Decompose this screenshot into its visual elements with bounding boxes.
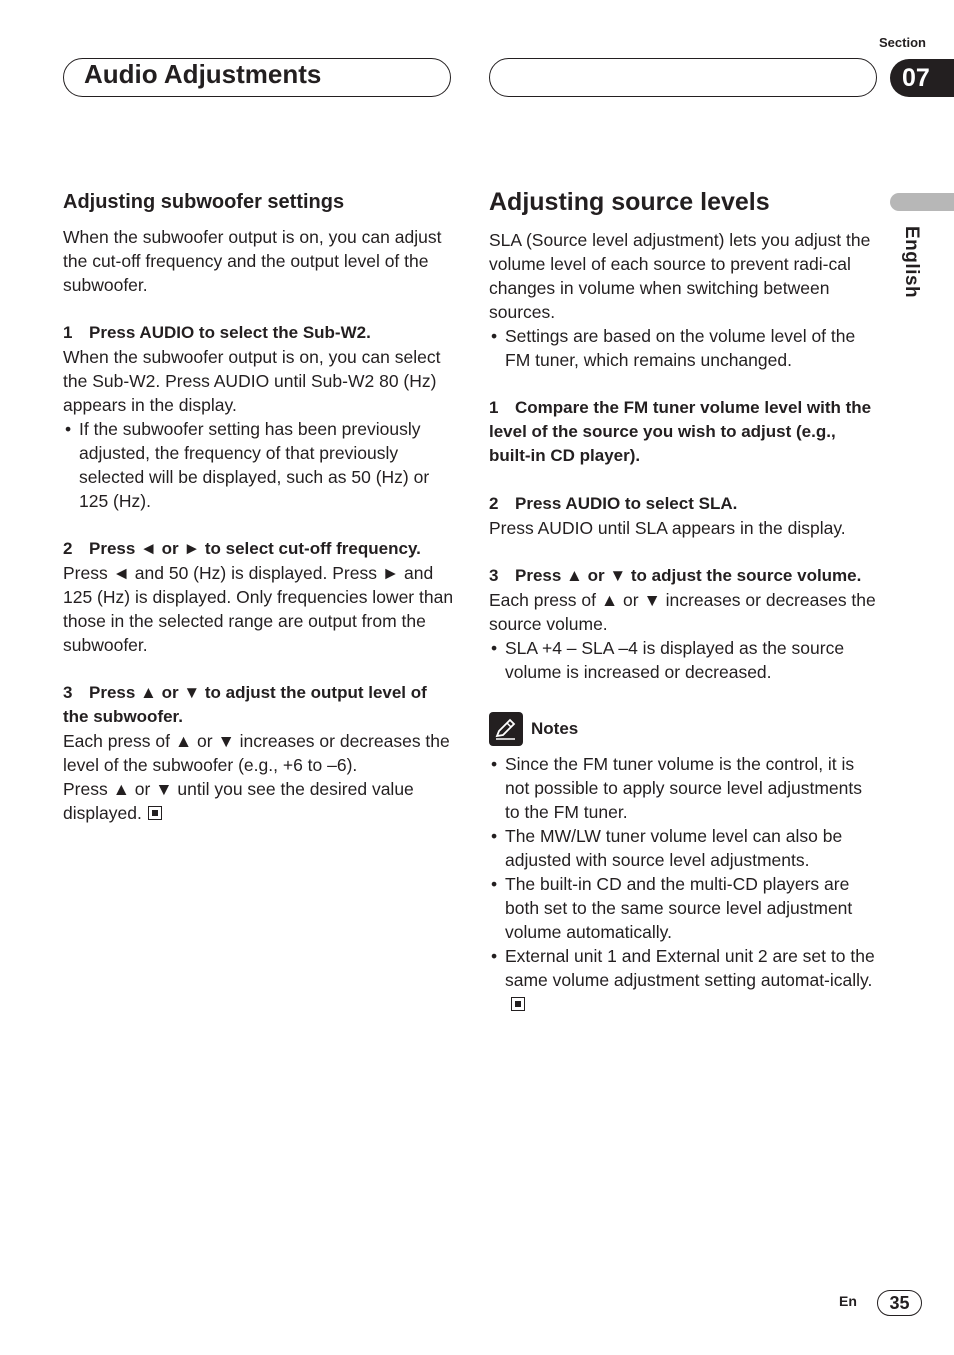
right-step3-title: [489, 564, 881, 588]
note-item: • The MW/LW tuner volume level can also be adjusted with source level adjustments.: [489, 824, 881, 872]
step-number: 3: [63, 683, 73, 702]
step-title-text: Press AUDIO to select the Sub-W2.: [89, 323, 371, 342]
step-title-text: Compare the FM tuner volume level with the level of the source you wish to adjust (e.g., built-in CD player).: [489, 398, 872, 465]
left-step2-title: [63, 537, 455, 561]
left-step3-title: [63, 681, 455, 729]
left-step3-body2: [63, 777, 455, 825]
note-item: [489, 944, 881, 1016]
note-item: • The built-in CD and the multi-CD players are both set to the same source level adjustment volume automatically.: [489, 872, 881, 944]
right-intro-bullet: • Settings are based on the volume level of the FM tuner, which remains unchanged.: [489, 324, 881, 372]
right-step2-title: [489, 492, 881, 516]
right-step3-body: Each press of ▲ or ▼ increases or decreases the source volume.: [489, 590, 876, 634]
notes-label: Notes: [531, 719, 579, 738]
left-step1-bullet: • If the subwoofer setting has been previously adjusted, the frequency of that previously selected will be displayed, such as 50 (Hz) or 125 (Hz).: [63, 417, 455, 513]
footer-language: En: [839, 1293, 857, 1309]
left-step2-body: Press ◄ and 50 (Hz) is displayed. Press ► and 125 (Hz) is displayed. Only frequencies lower than those in the selected range are output from the subwoofer.: [63, 563, 454, 655]
step-number: 1: [489, 398, 499, 417]
page-title: Audio Adjustments: [84, 59, 322, 89]
left-step1-body: When the subwoofer output is on, you can select the Sub-W2. Press AUDIO until Sub-W2 80 (Hz) appears in the display.: [63, 347, 441, 415]
section-number: 07: [890, 59, 954, 97]
left-column: [63, 189, 455, 825]
side-tab-bar: [890, 193, 954, 211]
left-step1-title: [63, 321, 455, 345]
end-mark-icon: [148, 806, 162, 820]
pencil-note-icon: [489, 712, 523, 746]
end-mark-icon: [511, 997, 525, 1011]
language-tab: English: [901, 226, 922, 299]
page-number: 35: [877, 1290, 922, 1316]
note-item: • Since the FM tuner volume is the control, it is not possible to apply source level adjustments to the FM tuner.: [489, 752, 881, 824]
notes-header: [489, 712, 881, 746]
step-number: 2: [63, 539, 73, 558]
step-title-text: Press ▲ or ▼ to adjust the source volume.: [515, 566, 862, 585]
left-intro: When the subwoofer output is on, you can adjust the cut-off frequency and the output level of the subwoofer.: [63, 227, 442, 295]
right-step3-bullet: • SLA +4 – SLA –4 is displayed as the source volume is increased or decreased.: [489, 636, 881, 684]
step-number: 2: [489, 494, 499, 513]
step-number: 3: [489, 566, 499, 585]
step-number: 1: [63, 323, 73, 342]
left-step3-body2-text: Press ▲ or ▼ until you see the desired value displayed.: [63, 779, 414, 823]
right-column: [489, 187, 881, 1016]
note-item-text: External unit 1 and External unit 2 are set to the same volume adjustment setting automat-ically.: [505, 946, 875, 990]
step-title-text: Press AUDIO to select SLA.: [515, 494, 738, 513]
step-title-text: Press ▲ or ▼ to adjust the output level of the subwoofer.: [63, 683, 427, 726]
section-label: Section: [879, 35, 926, 50]
right-intro: SLA (Source level adjustment) lets you adjust the volume level of each source to prevent radi-cal changes in volume when switching between sources.: [489, 230, 871, 322]
right-step2-body: Press AUDIO until SLA appears in the display.: [489, 518, 846, 538]
left-step3-body: Each press of ▲ or ▼ increases or decreases the level of the subwoofer (e.g., +6 to –6).: [63, 731, 450, 775]
right-step1-title: [489, 396, 881, 468]
left-heading: Adjusting subwoofer settings: [63, 191, 345, 213]
blank-header-pill: [489, 58, 877, 97]
step-title-text: Press ◄ or ► to select cut-off frequency.: [89, 539, 421, 558]
right-heading: Adjusting source levels: [489, 188, 770, 216]
